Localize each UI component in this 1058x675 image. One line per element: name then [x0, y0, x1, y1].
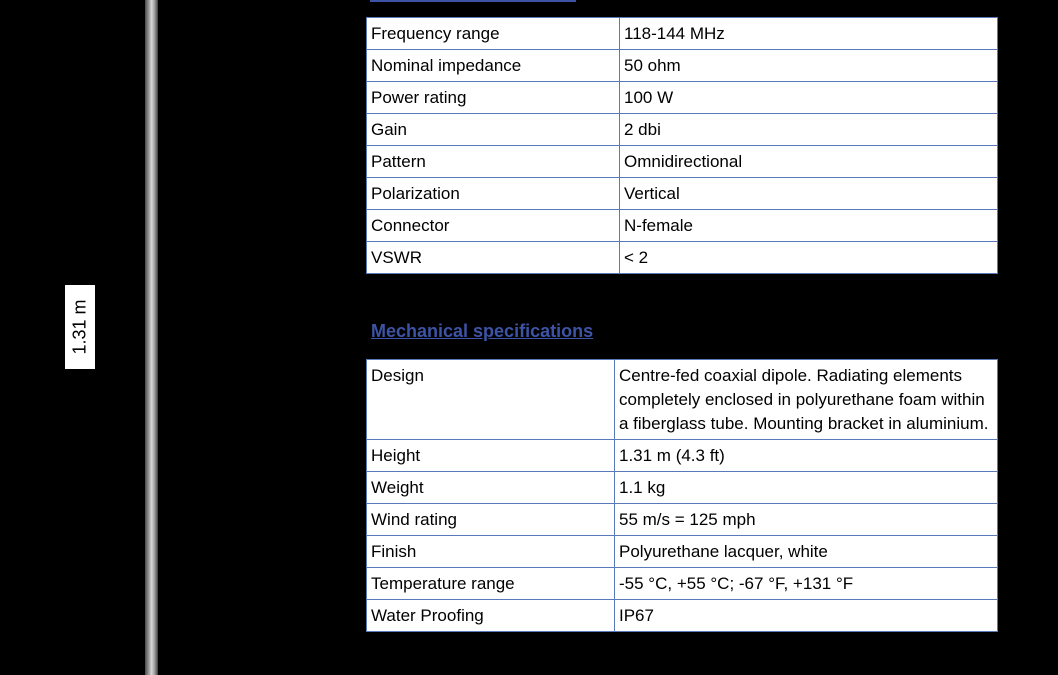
spec-value: Vertical [620, 178, 998, 210]
table-row [367, 536, 998, 568]
spec-label: Pattern [367, 146, 620, 178]
spec-label: Design [367, 360, 615, 440]
table-row [367, 114, 998, 146]
table-row [367, 82, 998, 114]
table-row [367, 600, 998, 632]
height-label [65, 285, 95, 369]
spec-label: Nominal impedance [367, 50, 620, 82]
spec-label: Height [367, 440, 615, 472]
spec-value: 1.31 m (4.3 ft) [615, 440, 998, 472]
spec-label: VSWR [367, 242, 620, 274]
spec-label: Frequency range [367, 18, 620, 50]
table-row [367, 472, 998, 504]
spec-value: -55 °C, +55 °C; -67 °F, +131 °F [615, 568, 998, 600]
table-row [367, 242, 998, 274]
table-row [367, 18, 998, 50]
antenna-rod [145, 0, 158, 675]
spec-value: 2 dbi [620, 114, 998, 146]
table-row [367, 50, 998, 82]
mechanical-spec-table [366, 359, 998, 632]
spec-value: IP67 [615, 600, 998, 632]
spec-value: < 2 [620, 242, 998, 274]
spec-label: Finish [367, 536, 615, 568]
spec-label: Connector [367, 210, 620, 242]
spec-value: Omnidirectional [620, 146, 998, 178]
table-row [367, 440, 998, 472]
spec-label: Polarization [367, 178, 620, 210]
spec-label: Weight [367, 472, 615, 504]
spec-value: Polyurethane lacquer, white [615, 536, 998, 568]
spec-value: 100 W [620, 82, 998, 114]
spec-label: Gain [367, 114, 620, 146]
table-row [367, 210, 998, 242]
spec-label: Water Proofing [367, 600, 615, 632]
table-row [367, 568, 998, 600]
height-label-text: 1.31 m [69, 299, 90, 355]
spec-label: Wind rating [367, 504, 615, 536]
spec-label: Temperature range [367, 568, 615, 600]
mechanical-section-heading: Mechanical specifications [371, 321, 594, 341]
table-row [367, 504, 998, 536]
spec-value: Centre-fed coaxial dipole. Radiating elements completely enclosed in polyurethane foam within a fiberglass tube. Mounting bracket in aluminium. [615, 360, 998, 440]
table-row [367, 146, 998, 178]
spec-value: N-female [620, 210, 998, 242]
table-row [367, 360, 998, 440]
electrical-heading-underline [370, 0, 576, 2]
table-row [367, 178, 998, 210]
spec-value: 1.1 kg [615, 472, 998, 504]
spec-value: 55 m/s = 125 mph [615, 504, 998, 536]
spec-value: 50 ohm [620, 50, 998, 82]
spec-value: 118-144 MHz [620, 18, 998, 50]
spec-label: Power rating [367, 82, 620, 114]
electrical-spec-table [366, 17, 998, 274]
